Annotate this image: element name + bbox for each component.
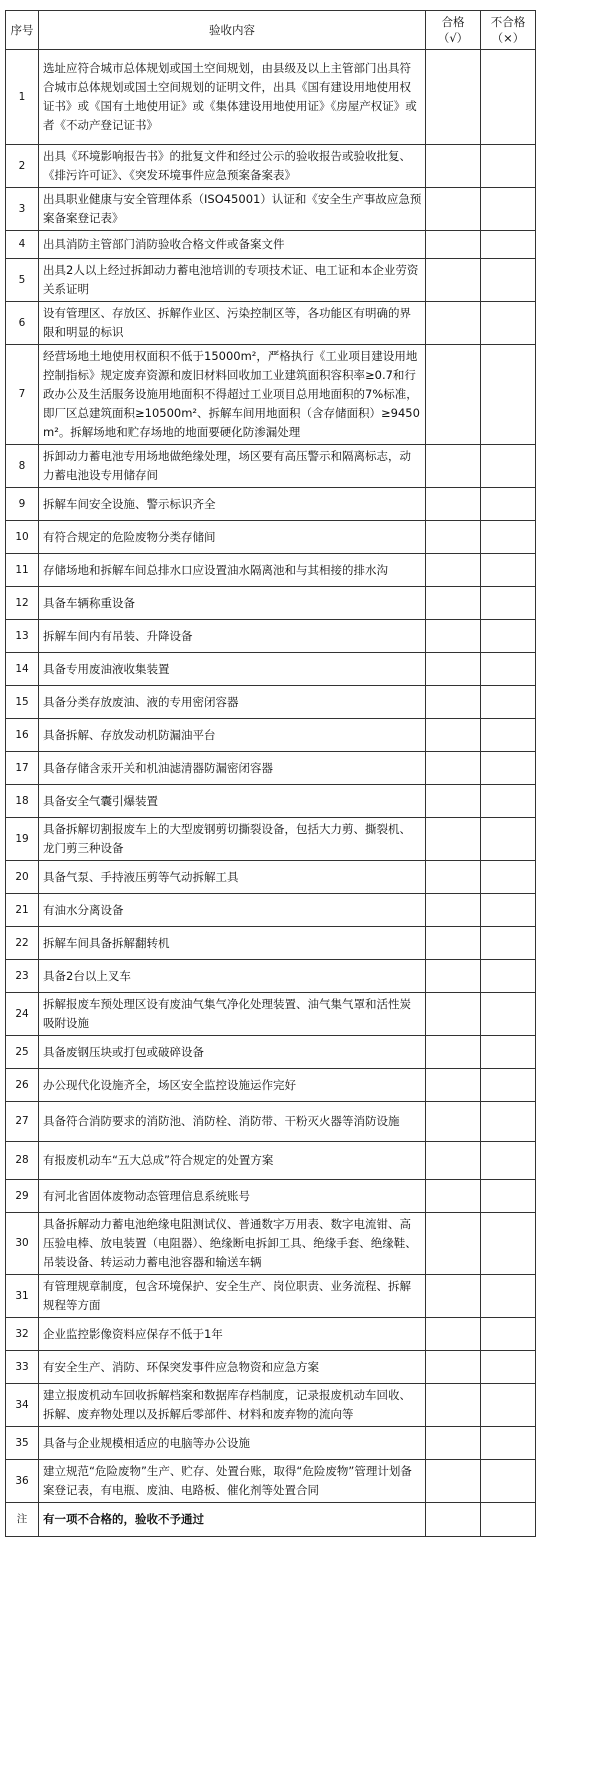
- table-row: [6, 1213, 536, 1275]
- table-row: [6, 1318, 536, 1351]
- row-serial-no: 35: [6, 1427, 39, 1460]
- row-acceptance-content: 出具《环境影响报告书》的批复文件和经过公示的验收报告或验收批复、《排污许可证》、《突发环境事件应急预案备案表》: [39, 145, 426, 188]
- row-acceptance-content: 企业监控影像资料应保存不低于1年: [39, 1318, 426, 1351]
- table-row: [6, 1036, 536, 1069]
- row-serial-no: 20: [6, 861, 39, 894]
- fail-check-cell[interactable]: [481, 1318, 536, 1351]
- fail-check-cell[interactable]: [481, 521, 536, 554]
- row-acceptance-content: 建立规范“危险废物”生产、贮存、处置台账，取得“危险废物”管理计划备案登记表，有电瓶、废油、电路板、催化剂等处置合同: [39, 1460, 426, 1503]
- row-serial-no: 36: [6, 1460, 39, 1503]
- table-row: [6, 554, 536, 587]
- row-serial-no: 24: [6, 993, 39, 1036]
- row-serial-no: 11: [6, 554, 39, 587]
- table-row: [6, 1275, 536, 1318]
- pass-check-cell[interactable]: [426, 1384, 481, 1427]
- row-serial-no: 15: [6, 686, 39, 719]
- table-row: [6, 861, 536, 894]
- pass-check-cell[interactable]: [426, 1142, 481, 1180]
- table-row: [6, 1069, 536, 1102]
- pass-check-cell[interactable]: [426, 259, 481, 302]
- fail-check-cell[interactable]: [481, 686, 536, 719]
- header-pass-label: 合格: [441, 15, 465, 29]
- row-serial-no: 8: [6, 445, 39, 488]
- table-row: [6, 1427, 536, 1460]
- pass-check-cell[interactable]: [426, 960, 481, 993]
- table-row: [6, 927, 536, 960]
- row-serial-no: 31: [6, 1275, 39, 1318]
- row-acceptance-content: 具备2台以上叉车: [39, 960, 426, 993]
- header-fail-label: 不合格: [490, 15, 526, 29]
- fail-check-cell[interactable]: [481, 188, 536, 231]
- pass-check-cell[interactable]: [426, 1351, 481, 1384]
- row-serial-no: 6: [6, 302, 39, 345]
- table-body: [6, 50, 536, 1537]
- table-row: [6, 302, 536, 345]
- row-acceptance-content: 选址应符合城市总体规划或国土空间规划，由县级及以上主管部门出具符合城市总体规划或国土空间规划的证明文件，出具《国有建设用地使用权证书》或《国有土地使用证》或《集体建设用地使用证》《房屋产权证》或者《不动产登记证书》: [39, 50, 426, 145]
- fail-check-cell[interactable]: [481, 1102, 536, 1142]
- row-acceptance-content: 具备拆解、存放发动机防漏油平台: [39, 719, 426, 752]
- row-serial-no: 30: [6, 1213, 39, 1275]
- table-row: [6, 993, 536, 1036]
- row-serial-no: 23: [6, 960, 39, 993]
- row-acceptance-content: 建立报废机动车回收拆解档案和数据库存档制度，记录报废机动车回收、拆解、废弃物处理以及拆解后零部件、材料和废弃物的流向等: [39, 1384, 426, 1427]
- row-serial-no: 13: [6, 620, 39, 653]
- fail-check-cell[interactable]: [481, 960, 536, 993]
- table-row: [6, 960, 536, 993]
- table-row: [6, 145, 536, 188]
- row-serial-no: 22: [6, 927, 39, 960]
- pass-check-cell[interactable]: [426, 50, 481, 145]
- fail-check-cell[interactable]: [481, 50, 536, 145]
- fail-check-cell[interactable]: [481, 1180, 536, 1213]
- row-serial-no: 17: [6, 752, 39, 785]
- table-row: [6, 445, 536, 488]
- table-row: [6, 620, 536, 653]
- pass-check-cell[interactable]: [426, 1069, 481, 1102]
- pass-check-cell[interactable]: [426, 785, 481, 818]
- table-row: [6, 1460, 536, 1503]
- pass-check-cell[interactable]: [426, 686, 481, 719]
- pass-check-cell[interactable]: [426, 653, 481, 686]
- fail-check-cell[interactable]: [481, 653, 536, 686]
- table-row: [6, 1142, 536, 1180]
- fail-check-cell[interactable]: [481, 554, 536, 587]
- row-acceptance-content: 具备拆解动力蓄电池绝缘电阻测试仪、普通数字万用表、数字电流钳、高压验电棒、放电装置（电阻器）、绝缘断电拆卸工具、绝缘手套、绝缘鞋、吊装设备、转运动力蓄电池容器和输送车辆: [39, 1213, 426, 1275]
- header-acceptance-content: 验收内容: [39, 11, 426, 50]
- header-pass: [426, 11, 481, 50]
- row-acceptance-content: 出具职业健康与安全管理体系（ISO45001）认证和《安全生产事故应急预案备案登记表》: [39, 188, 426, 231]
- fail-check-cell[interactable]: [481, 993, 536, 1036]
- row-acceptance-content: 有安全生产、消防、环保突发事件应急物资和应急方案: [39, 1351, 426, 1384]
- pass-check-cell[interactable]: [426, 145, 481, 188]
- fail-check-cell[interactable]: [481, 1427, 536, 1460]
- fail-check-cell[interactable]: [481, 1503, 536, 1537]
- row-acceptance-content: 拆解报废车预处理区设有废油气集气净化处理装置、油气集气罩和活性炭吸附设施: [39, 993, 426, 1036]
- fail-check-cell[interactable]: [481, 785, 536, 818]
- row-acceptance-content: 具备符合消防要求的消防池、消防栓、消防带、干粉灭火器等消防设施: [39, 1102, 426, 1142]
- note-text: 有一项不合格的，验收不予通过: [39, 1503, 426, 1537]
- row-acceptance-content: 有油水分离设备: [39, 894, 426, 927]
- table-row: [6, 587, 536, 620]
- fail-check-cell[interactable]: [481, 894, 536, 927]
- table-row: [6, 894, 536, 927]
- row-acceptance-content: 拆解车间内有吊装、升降设备: [39, 620, 426, 653]
- pass-check-cell[interactable]: [426, 1102, 481, 1142]
- row-acceptance-content: 具备气泵、手持液压剪等气动拆解工具: [39, 861, 426, 894]
- row-acceptance-content: 有河北省固体废物动态管理信息系统账号: [39, 1180, 426, 1213]
- pass-check-cell[interactable]: [426, 231, 481, 259]
- pass-check-cell[interactable]: [426, 1180, 481, 1213]
- row-serial-no: 26: [6, 1069, 39, 1102]
- row-acceptance-content: 拆卸动力蓄电池专用场地做绝缘处理，场区要有高压警示和隔离标志，动力蓄电池设专用储存间: [39, 445, 426, 488]
- row-acceptance-content: 存储场地和拆解车间总排水口应设置油水隔离池和与其相接的排水沟: [39, 554, 426, 587]
- row-serial-no: 19: [6, 818, 39, 861]
- row-acceptance-content: 具备与企业规模相适应的电脑等办公设施: [39, 1427, 426, 1460]
- table-row: [6, 785, 536, 818]
- row-serial-no: 27: [6, 1102, 39, 1142]
- table-row: [6, 719, 536, 752]
- fail-check-cell[interactable]: [481, 488, 536, 521]
- row-acceptance-content: 具备分类存放废油、液的专用密闭容器: [39, 686, 426, 719]
- table-row: [6, 231, 536, 259]
- fail-check-cell[interactable]: [481, 927, 536, 960]
- row-acceptance-content: 经营场地土地使用权面积不低于15000m²，严格执行《工业项目建设用地控制指标》规定废弃资源和废旧材料回收加工业建筑面积容积率≥0.7和行政办公及生活服务设施用地面积不得超过工业项目总用地面积的7%标准，即厂区总建筑面积≥10500m²、拆解车间用地面积（含存储面积）≥9450m²。拆解场地和贮存场地的地面要硬化防渗漏处理: [39, 345, 426, 445]
- pass-check-cell[interactable]: [426, 1460, 481, 1503]
- table-row: [6, 1384, 536, 1427]
- pass-check-cell[interactable]: [426, 894, 481, 927]
- table-header-row: [6, 11, 536, 50]
- row-serial-no: 3: [6, 188, 39, 231]
- pass-check-cell[interactable]: [426, 1213, 481, 1275]
- pass-check-cell[interactable]: [426, 1036, 481, 1069]
- fail-check-cell[interactable]: [481, 620, 536, 653]
- table-row: [6, 345, 536, 445]
- pass-check-cell[interactable]: [426, 345, 481, 445]
- pass-check-cell[interactable]: [426, 1503, 481, 1537]
- pass-check-cell[interactable]: [426, 587, 481, 620]
- row-serial-no: 2: [6, 145, 39, 188]
- row-serial-no: 25: [6, 1036, 39, 1069]
- fail-check-cell[interactable]: [481, 719, 536, 752]
- pass-check-cell[interactable]: [426, 1427, 481, 1460]
- header-pass-mark: （√）: [437, 31, 469, 45]
- row-serial-no: 16: [6, 719, 39, 752]
- row-acceptance-content: 出具消防主管部门消防验收合格文件或备案文件: [39, 231, 426, 259]
- fail-check-cell[interactable]: [481, 445, 536, 488]
- table-row: [6, 686, 536, 719]
- table-row: [6, 188, 536, 231]
- pass-check-cell[interactable]: [426, 521, 481, 554]
- table-row: [6, 653, 536, 686]
- note-label: 注: [6, 1503, 39, 1537]
- row-serial-no: 18: [6, 785, 39, 818]
- fail-check-cell[interactable]: [481, 587, 536, 620]
- row-serial-no: 32: [6, 1318, 39, 1351]
- row-serial-no: 9: [6, 488, 39, 521]
- row-acceptance-content: 有符合规定的危险废物分类存储间: [39, 521, 426, 554]
- pass-check-cell[interactable]: [426, 993, 481, 1036]
- row-acceptance-content: 办公现代化设施齐全，场区安全监控设施运作完好: [39, 1069, 426, 1102]
- fail-check-cell[interactable]: [481, 1351, 536, 1384]
- row-serial-no: 4: [6, 231, 39, 259]
- fail-check-cell[interactable]: [481, 302, 536, 345]
- fail-check-cell[interactable]: [481, 1460, 536, 1503]
- row-serial-no: 28: [6, 1142, 39, 1180]
- table-row: [6, 50, 536, 145]
- pass-check-cell[interactable]: [426, 1318, 481, 1351]
- header-fail: [481, 11, 536, 50]
- table-row: [6, 818, 536, 861]
- pass-check-cell[interactable]: [426, 861, 481, 894]
- pass-check-cell[interactable]: [426, 445, 481, 488]
- row-serial-no: 7: [6, 345, 39, 445]
- row-acceptance-content: 具备废钢压块或打包或破碎设备: [39, 1036, 426, 1069]
- row-acceptance-content: 具备专用废油液收集装置: [39, 653, 426, 686]
- row-acceptance-content: 有管理规章制度，包含环境保护、安全生产、岗位职责、业务流程、拆解规程等方面: [39, 1275, 426, 1318]
- pass-check-cell[interactable]: [426, 752, 481, 785]
- row-serial-no: 33: [6, 1351, 39, 1384]
- pass-check-cell[interactable]: [426, 302, 481, 345]
- fail-check-cell[interactable]: [481, 231, 536, 259]
- note-row: [6, 1503, 536, 1537]
- pass-check-cell[interactable]: [426, 1275, 481, 1318]
- row-serial-no: 10: [6, 521, 39, 554]
- row-acceptance-content: 具备拆解切割报废车上的大型废钢剪切撕裂设备，包括大力剪、撕裂机、龙门剪三种设备: [39, 818, 426, 861]
- row-acceptance-content: 有报废机动车“五大总成”符合规定的处置方案: [39, 1142, 426, 1180]
- row-serial-no: 29: [6, 1180, 39, 1213]
- acceptance-checklist-table: [5, 10, 536, 1537]
- row-serial-no: 5: [6, 259, 39, 302]
- fail-check-cell[interactable]: [481, 345, 536, 445]
- pass-check-cell[interactable]: [426, 719, 481, 752]
- row-acceptance-content: 拆解车间具备拆解翻转机: [39, 927, 426, 960]
- pass-check-cell[interactable]: [426, 488, 481, 521]
- header-fail-mark: （×）: [491, 31, 525, 45]
- row-serial-no: 21: [6, 894, 39, 927]
- fail-check-cell[interactable]: [481, 1036, 536, 1069]
- row-acceptance-content: 具备存储含汞开关和机油滤清器防漏密闭容器: [39, 752, 426, 785]
- fail-check-cell[interactable]: [481, 818, 536, 861]
- row-serial-no: 34: [6, 1384, 39, 1427]
- row-serial-no: 12: [6, 587, 39, 620]
- row-serial-no: 1: [6, 50, 39, 145]
- row-acceptance-content: 具备安全气囊引爆装置: [39, 785, 426, 818]
- fail-check-cell[interactable]: [481, 1275, 536, 1318]
- fail-check-cell[interactable]: [481, 1213, 536, 1275]
- row-acceptance-content: 出具2人以上经过拆卸动力蓄电池培训的专项技术证、电工证和本企业劳资关系证明: [39, 259, 426, 302]
- table-row: [6, 752, 536, 785]
- fail-check-cell[interactable]: [481, 752, 536, 785]
- table-row: [6, 488, 536, 521]
- table-row: [6, 1102, 536, 1142]
- row-serial-no: 14: [6, 653, 39, 686]
- table-row: [6, 521, 536, 554]
- header-serial-no: 序号: [6, 11, 39, 50]
- pass-check-cell[interactable]: [426, 188, 481, 231]
- row-acceptance-content: 具备车辆称重设备: [39, 587, 426, 620]
- pass-check-cell[interactable]: [426, 554, 481, 587]
- pass-check-cell[interactable]: [426, 927, 481, 960]
- fail-check-cell[interactable]: [481, 1069, 536, 1102]
- fail-check-cell[interactable]: [481, 259, 536, 302]
- fail-check-cell[interactable]: [481, 1384, 536, 1427]
- fail-check-cell[interactable]: [481, 145, 536, 188]
- pass-check-cell[interactable]: [426, 818, 481, 861]
- fail-check-cell[interactable]: [481, 861, 536, 894]
- table-row: [6, 259, 536, 302]
- table-row: [6, 1351, 536, 1384]
- table-row: [6, 1180, 536, 1213]
- pass-check-cell[interactable]: [426, 620, 481, 653]
- row-acceptance-content: 拆解车间安全设施、警示标识齐全: [39, 488, 426, 521]
- row-acceptance-content: 设有管理区、存放区、拆解作业区、污染控制区等，各功能区有明确的界限和明显的标识: [39, 302, 426, 345]
- fail-check-cell[interactable]: [481, 1142, 536, 1180]
